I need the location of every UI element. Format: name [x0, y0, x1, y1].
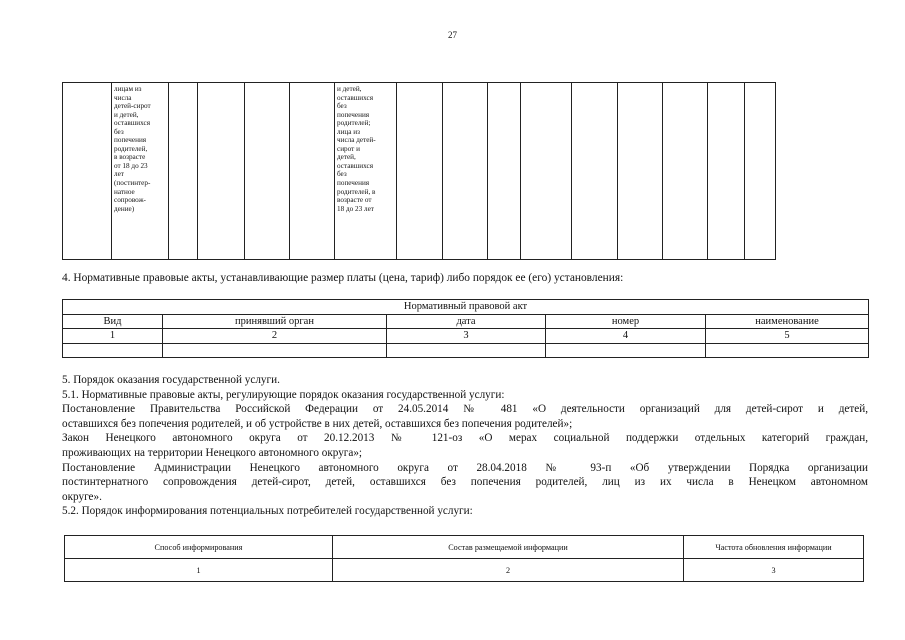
table-row-empty: [63, 343, 869, 358]
normative-acts-table: [62, 299, 869, 358]
table-cell: [290, 83, 335, 260]
page-number: 27: [448, 30, 457, 40]
act-3-line-2: постинтернатного сопровождения детей-сирот, детей, оставшихся без попечения родителей, лиц из их числа в Ненецком автономном: [62, 476, 868, 489]
act-3-line-3: округе».: [62, 490, 102, 503]
act-1-line-2: оставшихся без попечения родителей, и об устройстве в них детей, оставшихся без попечения родителей»;: [62, 417, 573, 430]
act-3-line-1: Постановление Администрации Ненецкого автономного округа от 28.04.2018 № 93-п «Об утверждении Порядка организации: [62, 461, 868, 474]
column-number: 2: [333, 559, 684, 582]
table-cell: [387, 343, 546, 358]
column-number: 5: [706, 329, 869, 344]
column-number: 2: [163, 329, 387, 344]
section-5-heading: 5. Порядок оказания государственной услуги.: [62, 374, 280, 386]
column-header: Способ информирования: [65, 536, 333, 559]
act-1-line-1: Постановление Правительства Российской Федерации от 24.05.2014 № 481 «О деятельности организаций для детей-сирот и детей,: [62, 403, 868, 416]
informing-table: [64, 535, 864, 582]
column-header: Вид: [63, 314, 163, 329]
table-title-row: [63, 300, 869, 315]
table-cell: [663, 83, 708, 260]
section-4-heading: 4. Нормативные правовые акты, устанавливающие размер платы (цена, тариф) либо порядок ее (его) установления:: [62, 272, 624, 284]
table-cell: [745, 83, 776, 260]
table-cell: [163, 343, 387, 358]
act-2-line-2: проживающих на территории Ненецкого автономного округа»;: [62, 446, 363, 459]
column-header: Частота обновления информации: [684, 536, 864, 559]
column-header: наименование: [706, 314, 869, 329]
column-number: 4: [546, 329, 706, 344]
column-number: 3: [684, 559, 864, 582]
column-number: 1: [65, 559, 333, 582]
column-number: 1: [63, 329, 163, 344]
section-5-text: [62, 373, 868, 519]
table-number-row: [63, 329, 869, 344]
table-title: Нормативный правовой акт: [63, 300, 869, 315]
table-cell: [521, 83, 572, 260]
table-cell: [546, 343, 706, 358]
table-cell: [198, 83, 245, 260]
table-cell: [63, 83, 112, 260]
column-header: дата: [387, 314, 546, 329]
table-cell: [443, 83, 488, 260]
table-cell: [488, 83, 521, 260]
table-cell: [169, 83, 198, 260]
table-cell: [397, 83, 443, 260]
column-header: Состав размещаемой информации: [333, 536, 684, 559]
table-header-row: [63, 314, 869, 329]
continuation-table: [62, 82, 776, 260]
table-header-row: [65, 536, 864, 559]
table-cell: [63, 343, 163, 358]
column-header: номер: [546, 314, 706, 329]
section-5-1-heading: 5.1. Нормативные правовые акты, регулирующие порядок оказания государственной услуги:: [62, 388, 505, 401]
table-cell: [708, 83, 745, 260]
act-2-line-1: Закон Ненецкого автономного округа от 20.12.2013 № 121-оз «О мерах социальной поддержки отдельных категорий граждан,: [62, 432, 868, 445]
table-cell-consumers: и детей, оставшихся без попечения родителей; лица из числа детей- сирот и детей, оставшихся без попечения родителей, в возрасте от 18 до 23 лет: [335, 83, 397, 260]
table-cell-recipients: лицам из числа детей-сирот и детей, оставшихся без попечения родителей, в возрасте от 18 до 23 лет (постинтер- натное сопровож- дение): [112, 83, 169, 260]
table-cell: [572, 83, 618, 260]
table-cell: [706, 343, 869, 358]
section-5-2-heading: 5.2. Порядок информирования потенциальных потребителей государственной услуги:: [62, 505, 473, 518]
table-number-row: [65, 559, 864, 582]
table-row: [63, 83, 776, 260]
column-number: 3: [387, 329, 546, 344]
table-cell: [245, 83, 290, 260]
column-header: принявший орган: [163, 314, 387, 329]
table-cell: [618, 83, 663, 260]
